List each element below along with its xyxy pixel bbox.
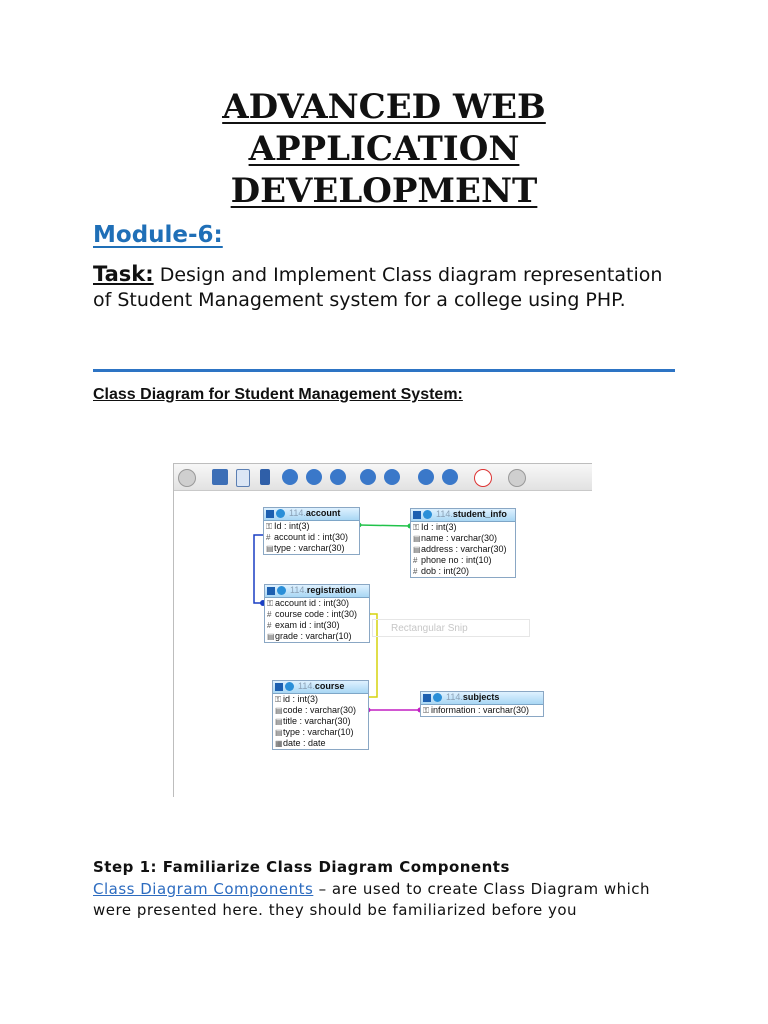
table-registration: 114.registration ⚿ account id : int(30) # course code : int(30) # exam id : int(30) ▤grade : varchar(10)	[264, 584, 370, 643]
table-row: ⚿ id : int(3)	[275, 694, 319, 704]
table-gear-icon	[423, 510, 432, 519]
text-icon: ▤	[275, 728, 283, 737]
text-icon: ▤	[275, 706, 283, 715]
table-gear-icon	[285, 682, 294, 691]
table-gear-icon	[433, 693, 442, 702]
text-icon: ▤	[413, 545, 421, 554]
hash-icon: #	[267, 610, 272, 619]
table-account: 114.account ⚿ Id : int(3) # account id : int(30) ▤type : varchar(30)	[263, 507, 360, 555]
table-gear-icon	[276, 509, 285, 518]
title-line-3: DEVELOPMENT	[230, 171, 538, 211]
title-line-2: APPLICATION	[248, 129, 520, 169]
key-icon: ⚿	[267, 599, 274, 608]
table-row: ▤type : varchar(10)	[275, 727, 354, 737]
step-heading: Step 1: Familiarize Class Diagram Components	[93, 858, 510, 876]
text-icon: ▤	[413, 534, 421, 543]
hash-icon: #	[413, 556, 418, 565]
link-account-student-info	[359, 525, 410, 526]
title-line-1: ADVANCED WEB	[222, 87, 546, 127]
table-menu-icon	[413, 511, 421, 519]
text-icon: ▤	[266, 544, 274, 553]
table-row: # dob : int(20)	[413, 566, 470, 576]
table-row: # account id : int(30)	[266, 532, 349, 542]
key-icon: ⚿	[266, 522, 273, 531]
class-diagram-components-link[interactable]: Class Diagram Components	[93, 880, 314, 898]
class-diagram-screenshot	[173, 463, 592, 797]
table-row: # course code : int(30)	[267, 609, 358, 619]
table-row: ▤type : varchar(30)	[266, 543, 345, 553]
key-icon: ⚿	[275, 695, 282, 704]
task-label: Task:	[93, 262, 154, 286]
table-menu-icon	[423, 694, 431, 702]
section-subheading: Class Diagram for Student Management System:	[93, 386, 463, 403]
table-row: ▤code : varchar(30)	[275, 705, 357, 715]
key-icon: ⚿	[413, 523, 420, 532]
table-row: # exam id : int(30)	[267, 620, 340, 630]
table-row: ▤title : varchar(30)	[275, 716, 351, 726]
table-row: ⚿ Id : int(3)	[266, 521, 310, 531]
table-menu-icon	[275, 683, 283, 691]
task-text: Design and Implement Class diagram representation of Student Management system for a college using PHP.	[93, 264, 663, 311]
hash-icon: #	[266, 533, 271, 542]
horizontal-rule	[93, 369, 675, 372]
table-row: ▤name : varchar(30)	[413, 533, 498, 543]
paragraph-text: – are used to create Class Diagram which were presented here. they should be familiarized before you	[93, 880, 651, 919]
table-row: ⚿ information : varchar(30)	[423, 705, 530, 715]
date-icon: ▦	[275, 739, 283, 748]
hash-icon: #	[267, 621, 272, 630]
rectangular-snip-hint: Rectangular Snip	[372, 619, 530, 637]
table-row: ▤address : varchar(30)	[413, 544, 507, 554]
text-icon: ▤	[267, 632, 275, 641]
table-menu-icon	[267, 587, 275, 595]
table-row: # phone no : int(10)	[413, 555, 492, 565]
table-gear-icon	[277, 586, 286, 595]
table-menu-icon	[266, 510, 274, 518]
table-student-info: 114.student_info ⚿ Id : int(3) ▤name : varchar(30) ▤address : varchar(30) # phone no : int(10) # dob : int(20)	[410, 508, 516, 578]
table-row: ▦date : date	[275, 738, 326, 748]
table-row: ⚿ account id : int(30)	[267, 598, 350, 608]
table-row: ▤grade : varchar(10)	[267, 631, 352, 641]
table-course: 114.course ⚿ id : int(3) ▤code : varchar(30) ▤title : varchar(30) ▤type : varchar(10) ▦date : date	[272, 680, 369, 750]
module-heading: Module-6:	[93, 222, 223, 248]
key-icon: ⚿	[423, 706, 430, 715]
hash-icon: #	[413, 567, 418, 576]
table-subjects: 114.subjects ⚿ information : varchar(30)	[420, 691, 544, 717]
table-row: ⚿ Id : int(3)	[413, 522, 457, 532]
document-title	[0, 86, 768, 212]
task-paragraph	[93, 262, 673, 313]
text-icon: ▤	[275, 717, 283, 726]
step-paragraph	[93, 879, 693, 921]
